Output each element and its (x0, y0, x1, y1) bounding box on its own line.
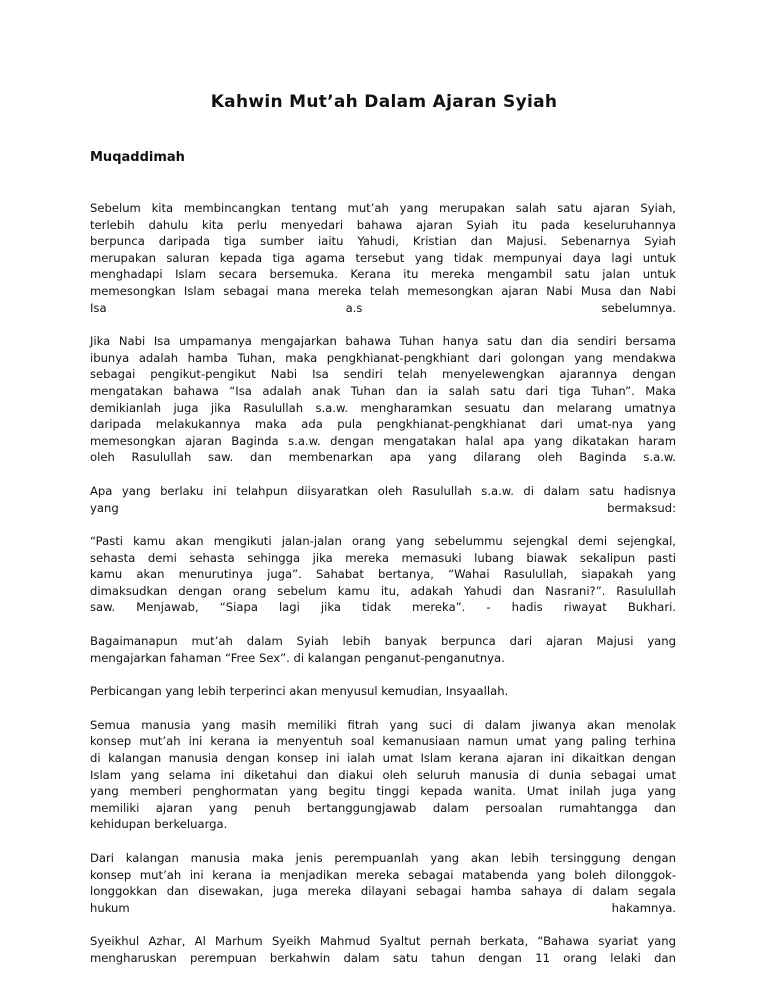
text-line: yang memberi penghormatan yang begitu tinggi kepada wanita. Umat inilah juga yang (90, 784, 676, 799)
text-line: hukum hakamnya. (90, 900, 676, 915)
text-line: memiliki ajaran yang penuh bertanggungjawab dalam persoalan rumahtangga dan (90, 800, 676, 815)
paragraph (90, 717, 676, 833)
text-line: saw. Menjawab, “Siapa lagi jika tidak mereka”. - hadis riwayat Bukhari. (90, 600, 676, 615)
text-line: di kalangan manusia dengan konsep ini ialah umat Islam kerana ajaran ini dikaitkan dengan (90, 751, 676, 766)
text-line: konsep mut’ah ini kerana ia menyentuh soal kemanusiaan namun umat yang paling terhina (90, 734, 676, 749)
text-line: kehidupan berkeluarga. (90, 817, 228, 832)
text-line: merupakan saluran kepada tiga agama tersebut yang tidak mempunyai daya lagi untuk (90, 250, 676, 265)
text-line: menghadapi Islam secara bersemuka. Kerana itu mereka mengambil satu jalan untuk (90, 267, 676, 282)
paragraph (90, 200, 676, 316)
text-line: berpunca daripada tiga sumber iaitu Yahudi, Kristian dan Majusi. Sebenarnya Syiah (90, 234, 676, 249)
text-line: Bagaimanapun mut’ah dalam Syiah lebih banyak berpunca dari ajaran Majusi yang (90, 634, 676, 649)
text-line: longgokkan dan disewakan, juga mereka dilayani sebagai hamba sahaya di dalam segala (90, 884, 676, 899)
section-heading: Muqaddimah (90, 150, 185, 165)
text-line: Apa yang berlaku ini telahpun diisyaratkan oleh Rasulullah s.a.w. di dalam satu hadisnya (90, 483, 676, 498)
text-line: kamu akan menurutinya juga”. Sahabat bertanya, “Wahai Rasulullah, siapakah yang (90, 567, 676, 582)
text-line: “Pasti kamu akan mengikuti jalan-jalan orang yang sebelummu sejengkal demi sejengkal, (90, 534, 676, 549)
text-line: mengajarkan fahaman “Free Sex”. di kalangan penganut-penganutnya. (90, 650, 505, 665)
text-line: yang bermaksud: (90, 500, 676, 515)
text-line: Islam yang selama ini diketahui dan diakui oleh seluruh manusia di dunia sebagai umat (90, 767, 676, 782)
text-line: demikianlah juga jika Rasulullah s.a.w. mengharamkan sesuatu dan melarang umatnya (90, 400, 676, 415)
text-line: sebagai pengikut-pengikut Nabi Isa sendiri telah menyelewengkan ajarannya dengan (90, 367, 676, 382)
text-line: mengatakan bahawa “Isa adalah anak Tuhan dan ia salah satu dari tiga Tuhan”. Maka (90, 383, 676, 398)
text-line: Isa a.s sebelumnya. (90, 300, 676, 315)
text-line: memesongkan ajaran Baginda s.a.w. dengan mengatakan halal apa yang dikatakan haram (90, 433, 676, 448)
paragraph (90, 533, 676, 616)
text-line: Sebelum kita membincangkan tentang mut’ah yang merupakan salah satu ajaran Syiah, (90, 201, 676, 215)
paragraph (90, 850, 676, 916)
paragraph (90, 333, 676, 466)
text-line: dimaksudkan dengan orang sebelum kamu itu, adakah Yahudi dan Nasrani?”. Rasulullah (90, 583, 676, 598)
text-line: Syeikhul Azhar, Al Marhum Syeikh Mahmud Syaltut pernah berkata, “Bahawa syariat yang (90, 934, 676, 949)
text-line: ibunya adalah hamba Tuhan, maka pengkhianat-pengkhiant dari golongan yang mendakwa (90, 350, 676, 365)
text-line: sehasta demi sehasta sehingga jika mereka memasuki lubang biawak sekalipun pasti (90, 550, 676, 565)
text-line: memesongkan Islam sebagai mana mereka telah memesongkan ajaran Nabi Musa dan Nabi (90, 283, 676, 298)
paragraph (90, 933, 676, 966)
document-body (90, 200, 676, 984)
paragraph (90, 633, 676, 666)
text-line: terlebih dahulu kita perlu menyedari bahawa ajaran Syiah itu pada keseluruhannya (90, 217, 676, 232)
text-line: Jika Nabi Isa umpamanya mengajarkan bahawa Tuhan hanya satu dan dia sendiri bersama (90, 334, 676, 349)
text-line: Perbicangan yang lebih terperinci akan menyusul kemudian, Insyaallah. (90, 684, 509, 699)
text-line: konsep mut’ah ini kerana ia menjadikan mereka sebagai matabenda yang boleh dilonggok- (90, 867, 676, 882)
text-line: Dari kalangan manusia maka jenis perempuanlah yang akan lebih tersinggung dengan (90, 851, 676, 865)
text-line: Semua manusia yang masih memiliki fitrah yang suci di dalam jiwanya akan menolak (90, 717, 676, 732)
text-line: oleh Rasulullah saw. dan membenarkan apa yang dilarang oleh Baginda s.a.w. (90, 450, 676, 465)
paragraph (90, 683, 676, 700)
paragraph (90, 483, 676, 516)
text-line: daripada melakukannya maka ada pula pengkhianat-pengkhianat dari umat-nya yang (90, 417, 676, 432)
document-title: Kahwin Mut’ah Dalam Ajaran Syiah (210, 92, 558, 112)
text-line: mengharuskan perempuan berkahwin dalam satu tahun dengan 11 orang lelaki dan (90, 950, 676, 965)
